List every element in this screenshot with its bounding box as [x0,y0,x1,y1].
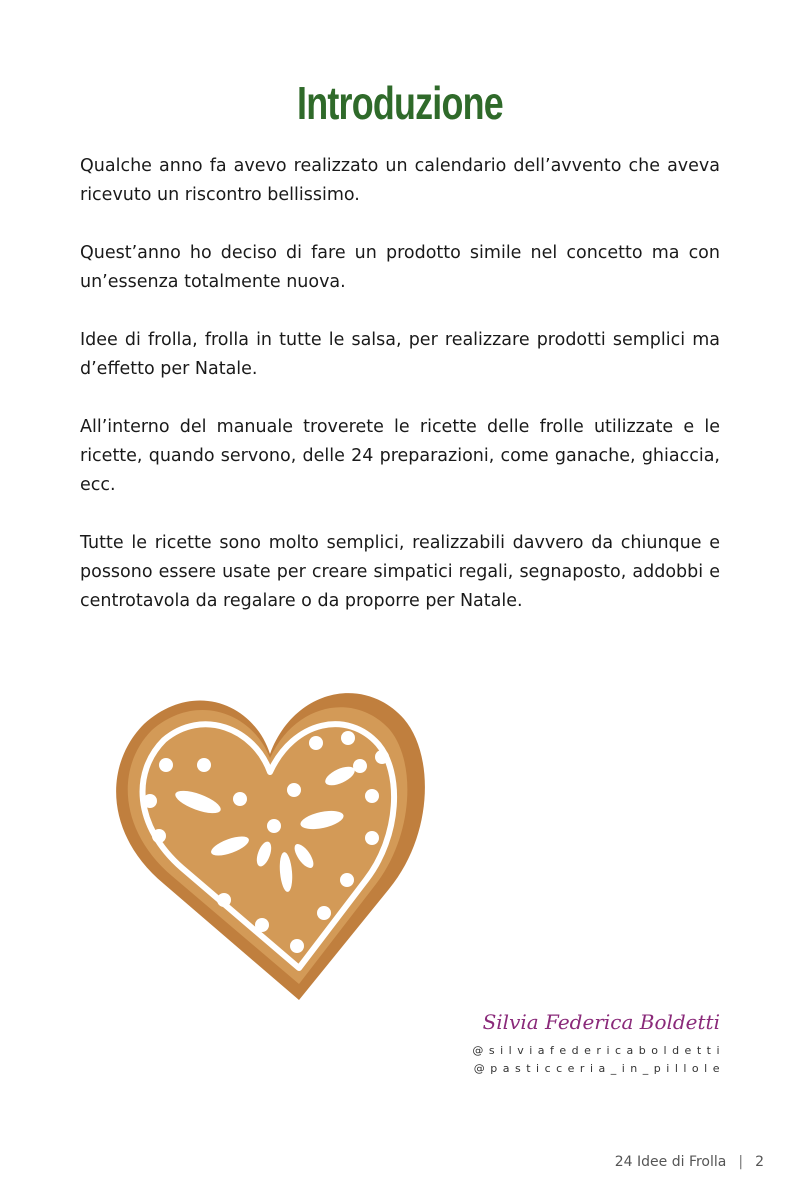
book-title: 24 Idee di Frolla [614,1154,727,1170]
page-footer [615,1154,764,1170]
social-handle: @silviafedericaboldetti [472,1044,725,1057]
social-handle: @pasticceria_in_pillole [473,1062,725,1075]
author-signature-block [472,1010,725,1078]
author-signature: Silvia Federica Boldetti [482,1010,720,1034]
gingerbread-heart-illustration [104,684,428,1006]
paragraph: Qualche anno fa avevo realizzato un calendario dell’avvento che aveva ricevuto un riscontro bellissimo. [80,156,720,205]
paragraph: Quest’anno ho deciso di fare un prodotto simile nel concetto ma con un’essenza totalmente nuova. [80,243,720,292]
paragraph: Idee di frolla, frolla in tutte le salsa, per realizzare prodotti semplici ma d’effetto per Natale. [80,330,720,379]
footer-separator: | [738,1154,744,1170]
page-number: 2 [755,1154,764,1170]
page-title: Introduzione [297,77,503,129]
paragraph: Tutte le ricette sono molto semplici, realizzabili davvero da chiunque e possono essere usate per creare simpatici regali, segnaposto, addobbi e centrotavola da regalare o da proporre per Natale. [80,533,720,611]
paragraph: All’interno del manuale troverete le ricette delle frolle utilizzate e le ricette, quando servono, delle 24 preparazioni, come ganache, ghiaccia, ecc. [80,417,720,495]
intro-text [80,152,720,645]
